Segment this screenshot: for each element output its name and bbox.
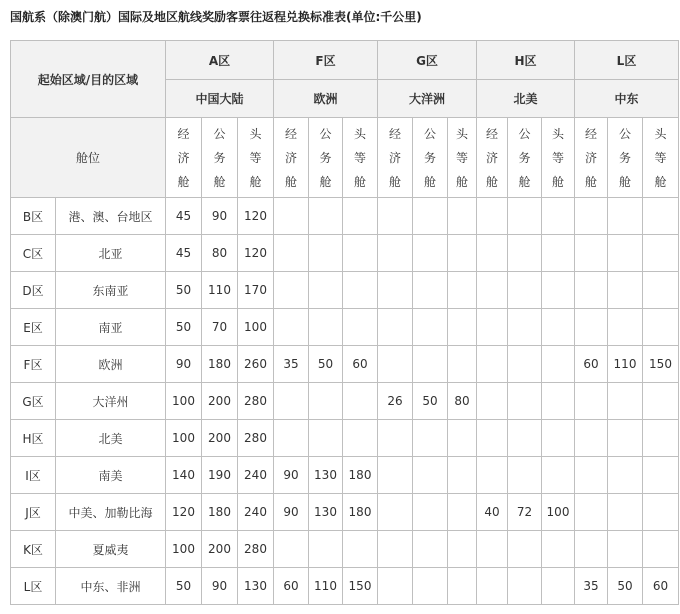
mileage-cell <box>448 531 477 568</box>
cabin-class-char: 舱 <box>455 174 468 189</box>
mileage-cell: 200 <box>202 420 238 457</box>
mileage-cell: 240 <box>238 457 274 494</box>
mileage-cell <box>542 420 575 457</box>
origin-zone-code: B区 <box>11 198 56 235</box>
header-row-zones <box>11 41 679 80</box>
cabin-class-char: 舱 <box>177 174 190 189</box>
mileage-cell: 50 <box>413 383 448 420</box>
zone-name-header: 中东 <box>575 80 679 118</box>
mileage-cell <box>608 494 643 531</box>
table-row <box>11 494 679 531</box>
cabin-class-char: 头 <box>455 126 468 141</box>
mileage-cell: 150 <box>643 346 679 383</box>
mileage-cell <box>542 272 575 309</box>
table-row <box>11 420 679 457</box>
mileage-cell: 280 <box>238 420 274 457</box>
origin-zone-code: C区 <box>11 235 56 272</box>
mileage-cell <box>378 568 413 605</box>
zone-code-header: F区 <box>274 41 378 80</box>
mileage-cell <box>309 383 343 420</box>
mileage-cell: 200 <box>202 531 238 568</box>
mileage-cell <box>477 235 508 272</box>
mileage-cell <box>542 568 575 605</box>
cabin-class-char: 舱 <box>353 174 366 189</box>
mileage-cell <box>477 457 508 494</box>
cabin-class-char: 经 <box>177 126 190 141</box>
cabin-class-header <box>274 118 309 198</box>
mileage-cell <box>575 198 608 235</box>
mileage-cell <box>643 198 679 235</box>
mileage-cell <box>575 531 608 568</box>
mileage-cell <box>477 346 508 383</box>
cabin-class-char: 等 <box>249 150 262 165</box>
mileage-cell: 190 <box>202 457 238 494</box>
cabin-class-char: 舱 <box>388 174 401 189</box>
mileage-cell <box>378 235 413 272</box>
cabin-class-char: 等 <box>551 150 564 165</box>
mileage-cell <box>575 420 608 457</box>
mileage-cell <box>643 531 679 568</box>
zone-code-header: A区 <box>166 41 274 80</box>
mileage-cell: 90 <box>202 568 238 605</box>
mileage-cell: 200 <box>202 383 238 420</box>
mileage-cell <box>378 420 413 457</box>
cabin-class-char: 舱 <box>551 174 564 189</box>
zone-code-header: H区 <box>477 41 575 80</box>
cabin-class-header <box>378 118 413 198</box>
cabin-class-header <box>643 118 679 198</box>
mileage-cell <box>508 309 542 346</box>
mileage-cell: 100 <box>166 383 202 420</box>
mileage-cell: 50 <box>166 568 202 605</box>
mileage-cell <box>508 272 542 309</box>
cabin-class-char: 经 <box>284 126 297 141</box>
mileage-cell <box>477 198 508 235</box>
mileage-cell <box>575 309 608 346</box>
mileage-cell <box>608 309 643 346</box>
origin-zone-code: D区 <box>11 272 56 309</box>
mileage-cell <box>508 383 542 420</box>
mileage-cell: 260 <box>238 346 274 383</box>
mileage-cell <box>542 198 575 235</box>
cabin-class-char: 公 <box>518 126 531 141</box>
mileage-cell <box>343 272 378 309</box>
cabin-class-char: 经 <box>485 126 498 141</box>
origin-zone-name: 港、澳、台地区 <box>56 198 166 235</box>
mileage-cell <box>274 531 309 568</box>
origin-zone-code: I区 <box>11 457 56 494</box>
mileage-cell <box>575 235 608 272</box>
cabin-class-char: 务 <box>618 150 631 165</box>
mileage-cell <box>575 272 608 309</box>
mileage-cell <box>542 457 575 494</box>
cabin-class-char: 舱 <box>654 174 667 189</box>
mileage-cell <box>309 531 343 568</box>
mileage-cell <box>274 235 309 272</box>
cabin-class-char: 济 <box>584 150 597 165</box>
mileage-cell: 50 <box>309 346 343 383</box>
mileage-cell: 130 <box>238 568 274 605</box>
mileage-cell <box>413 309 448 346</box>
mileage-cell: 70 <box>202 309 238 346</box>
mileage-cell <box>643 235 679 272</box>
cabin-class-char: 头 <box>249 126 262 141</box>
mileage-cell <box>508 420 542 457</box>
mileage-cell <box>448 309 477 346</box>
mileage-cell <box>343 531 378 568</box>
cabin-class-char: 等 <box>455 150 468 165</box>
cabin-class-header <box>477 118 508 198</box>
mileage-cell: 110 <box>608 346 643 383</box>
mileage-cell: 120 <box>238 235 274 272</box>
cabin-class-char: 务 <box>213 150 226 165</box>
cabin-class-char: 公 <box>618 126 631 141</box>
table-row <box>11 272 679 309</box>
mileage-cell <box>413 198 448 235</box>
table-row <box>11 346 679 383</box>
mileage-cell <box>413 568 448 605</box>
origin-zone-code: J区 <box>11 494 56 531</box>
table-row <box>11 198 679 235</box>
origin-zone-code: G区 <box>11 383 56 420</box>
cabin-class-char: 务 <box>423 150 436 165</box>
mileage-cell <box>448 198 477 235</box>
zone-name-header: 大洋洲 <box>378 80 477 118</box>
table-row <box>11 383 679 420</box>
mileage-cell <box>608 272 643 309</box>
mileage-cell <box>477 272 508 309</box>
cabin-class-char: 济 <box>284 150 297 165</box>
mileage-cell <box>508 346 542 383</box>
mileage-cell: 35 <box>274 346 309 383</box>
mileage-cell <box>508 235 542 272</box>
cabin-class-header <box>413 118 448 198</box>
mileage-cell <box>413 457 448 494</box>
cabin-class-char: 舱 <box>618 174 631 189</box>
mileage-cell <box>608 531 643 568</box>
mileage-cell: 90 <box>166 346 202 383</box>
cabin-class-char: 头 <box>654 126 667 141</box>
mileage-cell: 40 <box>477 494 508 531</box>
mileage-cell: 60 <box>274 568 309 605</box>
cabin-class-char: 舱 <box>518 174 531 189</box>
mileage-cell: 90 <box>202 198 238 235</box>
mileage-cell: 72 <box>508 494 542 531</box>
mileage-cell <box>309 235 343 272</box>
mileage-cell <box>643 383 679 420</box>
cabin-class-char: 等 <box>654 150 667 165</box>
zone-code-header: G区 <box>378 41 477 80</box>
mileage-cell <box>448 346 477 383</box>
mileage-cell <box>643 309 679 346</box>
cabin-class-char: 舱 <box>319 174 332 189</box>
mileage-cell <box>608 420 643 457</box>
origin-zone-code: L区 <box>11 568 56 605</box>
origin-zone-name: 东南亚 <box>56 272 166 309</box>
cabin-class-header <box>166 118 202 198</box>
table-row <box>11 235 679 272</box>
zone-code-header: L区 <box>575 41 679 80</box>
mileage-cell <box>378 272 413 309</box>
mileage-cell <box>343 383 378 420</box>
mileage-cell: 35 <box>575 568 608 605</box>
mileage-cell: 50 <box>166 309 202 346</box>
mileage-cell <box>608 457 643 494</box>
origin-zone-name: 夏威夷 <box>56 531 166 568</box>
mileage-cell <box>448 457 477 494</box>
mileage-cell: 80 <box>448 383 477 420</box>
mileage-cell: 180 <box>343 457 378 494</box>
mileage-cell <box>448 272 477 309</box>
zone-name-header: 欧洲 <box>274 80 378 118</box>
table-row <box>11 531 679 568</box>
cabin-class-char: 济 <box>485 150 498 165</box>
cabin-class-header <box>238 118 274 198</box>
origin-zone-name: 大洋州 <box>56 383 166 420</box>
origin-zone-name: 中美、加勒比海 <box>56 494 166 531</box>
cabin-class-char: 经 <box>388 126 401 141</box>
cabin-class-char: 舱 <box>423 174 436 189</box>
mileage-cell <box>378 457 413 494</box>
mileage-cell <box>378 198 413 235</box>
mileage-cell <box>608 383 643 420</box>
mileage-cell <box>413 420 448 457</box>
cabin-class-char: 济 <box>177 150 190 165</box>
cabin-class-header <box>542 118 575 198</box>
cabin-class-char: 等 <box>353 150 366 165</box>
mileage-cell: 180 <box>202 494 238 531</box>
mileage-cell <box>309 309 343 346</box>
cabin-class-char: 头 <box>353 126 366 141</box>
origin-zone-code: E区 <box>11 309 56 346</box>
mileage-cell <box>643 272 679 309</box>
mileage-cell: 120 <box>166 494 202 531</box>
mileage-cell <box>378 309 413 346</box>
mileage-cell <box>575 494 608 531</box>
mileage-cell <box>448 494 477 531</box>
mileage-cell <box>477 568 508 605</box>
cabin-class-header <box>202 118 238 198</box>
origin-zone-name: 中东、非洲 <box>56 568 166 605</box>
mileage-cell <box>477 383 508 420</box>
mileage-cell: 60 <box>643 568 679 605</box>
table-row <box>11 309 679 346</box>
mileage-cell <box>448 235 477 272</box>
cabin-class-header <box>575 118 608 198</box>
mileage-cell <box>477 531 508 568</box>
mileage-cell <box>508 198 542 235</box>
cabin-class-char: 舱 <box>584 174 597 189</box>
mileage-cell <box>343 235 378 272</box>
mileage-cell <box>542 383 575 420</box>
origin-zone-name: 北美 <box>56 420 166 457</box>
mileage-cell <box>542 346 575 383</box>
cabin-class-char: 济 <box>388 150 401 165</box>
mileage-cell: 280 <box>238 383 274 420</box>
mileage-cell <box>477 420 508 457</box>
mileage-cell <box>413 235 448 272</box>
mileage-cell <box>413 494 448 531</box>
cabin-class-char: 舱 <box>485 174 498 189</box>
cabin-class-char: 务 <box>518 150 531 165</box>
mileage-cell <box>309 272 343 309</box>
mileage-cell <box>274 198 309 235</box>
cabin-class-char: 舱 <box>249 174 262 189</box>
mileage-cell <box>542 531 575 568</box>
mileage-cell <box>309 420 343 457</box>
origin-zone-name: 欧洲 <box>56 346 166 383</box>
mileage-cell <box>274 309 309 346</box>
origin-zone-name: 南亚 <box>56 309 166 346</box>
mileage-cell <box>608 235 643 272</box>
zone-name-header: 北美 <box>477 80 575 118</box>
mileage-cell <box>343 420 378 457</box>
mileage-cell: 280 <box>238 531 274 568</box>
mileage-cell: 60 <box>343 346 378 383</box>
cabin-header: 舱位 <box>11 118 166 198</box>
table-row <box>11 568 679 605</box>
mileage-cell <box>309 198 343 235</box>
cabin-class-char: 经 <box>584 126 597 141</box>
mileage-cell: 100 <box>542 494 575 531</box>
mileage-cell <box>477 309 508 346</box>
mileage-cell <box>343 309 378 346</box>
mileage-cell: 50 <box>608 568 643 605</box>
mileage-cell <box>378 531 413 568</box>
mileage-cell <box>448 568 477 605</box>
cabin-class-char: 舱 <box>284 174 297 189</box>
mileage-cell <box>542 235 575 272</box>
cabin-class-char: 公 <box>319 126 332 141</box>
mileage-cell <box>608 198 643 235</box>
mileage-cell: 130 <box>309 494 343 531</box>
origin-zone-code: K区 <box>11 531 56 568</box>
mileage-cell: 100 <box>166 420 202 457</box>
mileage-cell: 90 <box>274 457 309 494</box>
mileage-cell <box>274 272 309 309</box>
mileage-cell: 120 <box>238 198 274 235</box>
mileage-cell: 90 <box>274 494 309 531</box>
mileage-cell: 240 <box>238 494 274 531</box>
origin-zone-name: 北亚 <box>56 235 166 272</box>
cabin-class-char: 头 <box>551 126 564 141</box>
header-row-cabins <box>11 118 679 198</box>
mileage-cell: 180 <box>343 494 378 531</box>
mileage-cell <box>643 494 679 531</box>
mileage-cell: 80 <box>202 235 238 272</box>
mileage-cell <box>274 420 309 457</box>
award-exchange-table <box>10 40 679 605</box>
cabin-class-header <box>508 118 542 198</box>
mileage-cell <box>413 531 448 568</box>
cabin-class-char: 务 <box>319 150 332 165</box>
cabin-class-header <box>309 118 343 198</box>
origin-zone-name: 南美 <box>56 457 166 494</box>
mileage-cell: 180 <box>202 346 238 383</box>
mileage-cell <box>343 198 378 235</box>
mileage-cell <box>378 494 413 531</box>
mileage-cell: 150 <box>343 568 378 605</box>
mileage-cell: 45 <box>166 235 202 272</box>
cabin-class-header <box>343 118 378 198</box>
mileage-cell: 100 <box>166 531 202 568</box>
mileage-cell: 140 <box>166 457 202 494</box>
origin-zone-code: F区 <box>11 346 56 383</box>
cabin-class-char: 公 <box>423 126 436 141</box>
mileage-cell: 110 <box>202 272 238 309</box>
mileage-cell <box>413 346 448 383</box>
mileage-cell <box>643 457 679 494</box>
mileage-cell: 45 <box>166 198 202 235</box>
mileage-cell: 26 <box>378 383 413 420</box>
mileage-cell: 170 <box>238 272 274 309</box>
mileage-cell <box>643 420 679 457</box>
mileage-cell: 110 <box>309 568 343 605</box>
mileage-cell: 100 <box>238 309 274 346</box>
mileage-cell <box>542 309 575 346</box>
cabin-class-char: 公 <box>213 126 226 141</box>
mileage-cell <box>508 531 542 568</box>
mileage-cell: 50 <box>166 272 202 309</box>
cabin-class-header <box>608 118 643 198</box>
table-row <box>11 457 679 494</box>
origin-destination-header: 起始区域/目的区域 <box>11 41 166 118</box>
mileage-cell <box>413 272 448 309</box>
mileage-cell <box>575 383 608 420</box>
mileage-cell <box>448 420 477 457</box>
mileage-cell <box>274 383 309 420</box>
origin-zone-code: H区 <box>11 420 56 457</box>
page-title: 国航系（除澳门航）国际及地区航线奖励客票往返程兑换标准表(单位:千公里) <box>10 10 422 24</box>
mileage-cell: 60 <box>575 346 608 383</box>
cabin-class-char: 舱 <box>213 174 226 189</box>
cabin-class-header <box>448 118 477 198</box>
mileage-cell <box>508 568 542 605</box>
mileage-cell <box>508 457 542 494</box>
mileage-cell <box>575 457 608 494</box>
mileage-cell <box>378 346 413 383</box>
mileage-cell: 130 <box>309 457 343 494</box>
zone-name-header: 中国大陆 <box>166 80 274 118</box>
